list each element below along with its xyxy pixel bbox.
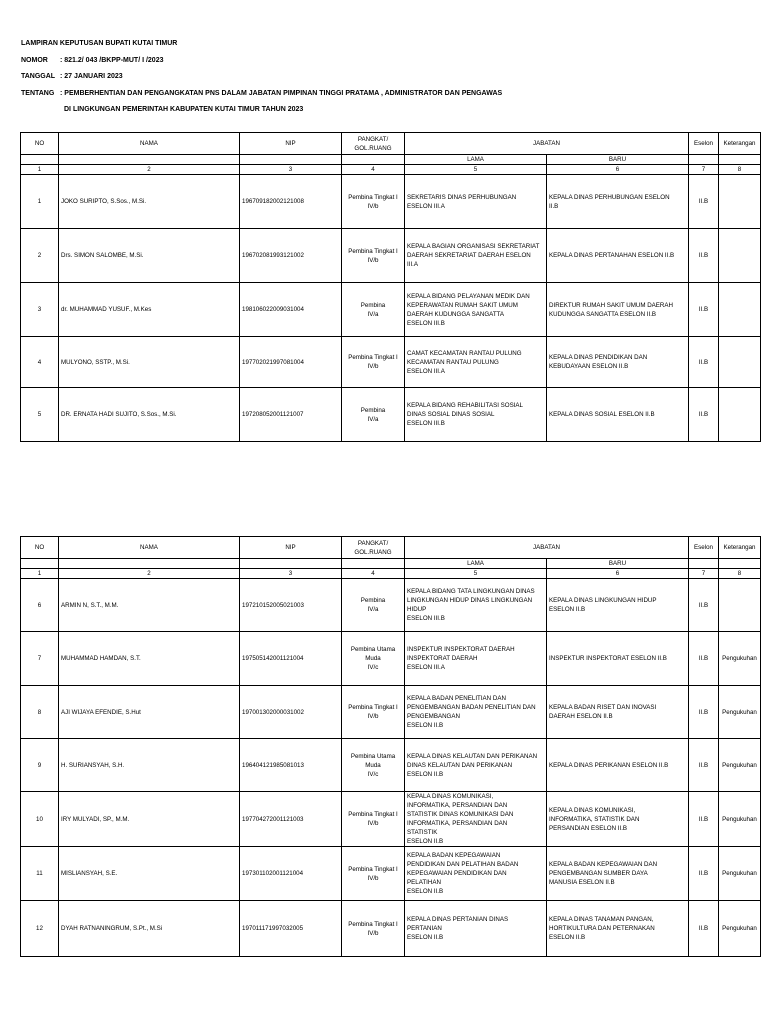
pangkat-line: IV/b (367, 874, 379, 882)
jabatan-lama-line: HIDUP (407, 606, 427, 613)
row-no: 3 (21, 283, 59, 337)
jabatan-baru-line: KEPALA DINAS SOSIAL ESELON II.B (549, 411, 655, 418)
col-eselon-header: Eselon (689, 133, 719, 155)
column-index-cell: 4 (342, 569, 405, 579)
column-index-cell: 8 (719, 569, 761, 579)
row-nama: DR. ERNATA HADI SUJITO, S.Sos., M.Si. (59, 388, 240, 442)
jabatan-lama-line: ESELON III.A (407, 367, 445, 375)
row-nip: 197001302000031002 (240, 686, 342, 739)
pangkat-line: IV/b (367, 929, 379, 937)
pangkat-header-line: GOL.RUANG (354, 548, 392, 556)
row-jabatan-lama (405, 792, 547, 847)
jabatan-lama-line: ESELON III.B (407, 615, 445, 622)
header-subrow (21, 559, 761, 569)
header-row (21, 537, 761, 559)
row-pangkat (342, 847, 405, 901)
row-jabatan-lama (405, 337, 547, 388)
jabatan-lama-line: PELATIHAN (407, 879, 441, 886)
empty-header-cell (21, 559, 59, 569)
jabatan-lama-line: KEPEGAWAIAN PENDIDIKAN DAN (407, 870, 507, 877)
tentang-label: TENTANG (21, 89, 55, 97)
col-nama-header: NAMA (59, 133, 240, 155)
col-eselon-header: Eselon (689, 537, 719, 559)
jabatan-lama-line: ESELON II.B (407, 722, 444, 729)
col-keterangan-header: Keterangan (719, 133, 761, 155)
column-index-cell: 7 (689, 165, 719, 175)
col-nip-header: NIP (240, 537, 342, 559)
row-eselon: II.B (689, 632, 719, 686)
col-pangkat-header (342, 133, 405, 155)
header-row (21, 133, 761, 155)
pangkat-line: Pembina (360, 301, 386, 309)
column-index-cell: 7 (689, 569, 719, 579)
row-nama: JOKO SURIPTO, S.Sos., M.Si. (59, 175, 240, 229)
tanggal-label: TANGGAL (21, 73, 56, 80)
row-jabatan-lama (405, 901, 547, 957)
row-nama: IRY MULYADI, SP., M.M. (59, 792, 240, 847)
row-keterangan: Pengukuhan (719, 739, 761, 792)
row-jabatan-baru (547, 283, 689, 337)
column-index-cell: 3 (240, 165, 342, 175)
jabatan-lama-line: PENGEMBANGAN (407, 713, 460, 720)
appointment-table-1 (20, 132, 761, 442)
pangkat-line: Pembina Tingkat I (348, 865, 398, 873)
row-jabatan-lama (405, 632, 547, 686)
row-jabatan-lama (405, 229, 547, 283)
jabatan-baru-line: INFORMATIKA, STATISTIK DAN (549, 815, 640, 823)
jabatan-lama-line: ESELON III.A (407, 664, 445, 671)
row-nip: 196709182002121008 (240, 175, 342, 229)
empty-header-cell (689, 155, 719, 165)
row-nip: 196702081993121002 (240, 229, 342, 283)
jabatan-lama-line: INFORMATIKA, PERSANDIAN DAN (407, 820, 508, 827)
table-row (21, 229, 761, 283)
jabatan-baru-line: KEPALA DINAS PENDIDIKAN DAN (549, 354, 648, 361)
pangkat-line: IV/c (367, 664, 379, 671)
pangkat-line: Pembina (360, 597, 386, 604)
jabatan-baru-line: KEPALA DINAS PERHUBUNGAN ESELON (549, 193, 670, 201)
row-pangkat (342, 229, 405, 283)
row-pangkat (342, 686, 405, 739)
jabatan-lama-line: PENGEMBANGAN BADAN PENELITIAN DAN (407, 704, 536, 711)
row-no: 11 (21, 847, 59, 901)
row-pangkat (342, 739, 405, 792)
jabatan-lama-line: DAERAH SEKRETARIAT DAERAH ESELON (407, 252, 531, 259)
column-index-cell: 2 (59, 165, 240, 175)
pangkat-line: IV/b (367, 363, 379, 370)
tanggal-value: : 27 JANUARI 2023 (60, 73, 123, 80)
empty-header-cell (21, 155, 59, 165)
column-index-cell: 1 (21, 569, 59, 579)
empty-header-cell (719, 155, 761, 165)
row-eselon: II.B (689, 229, 719, 283)
column-index-cell: 6 (547, 569, 689, 579)
row-nama: ARMIN N, S.T., M.M. (59, 579, 240, 632)
pangkat-line: IV/b (367, 820, 379, 827)
row-jabatan-baru (547, 632, 689, 686)
row-eselon: II.B (689, 579, 719, 632)
jabatan-lama-line: KEPALA DINAS KELAUTAN DAN PERIKANAN (407, 752, 538, 760)
jabatan-baru-line: KEPALA DINAS KOMUNIKASI, (549, 806, 636, 814)
column-index-cell: 3 (240, 569, 342, 579)
jabatan-lama-line: KEPALA BAGIAN ORGANISASI SEKRETARIAT (407, 243, 540, 250)
row-pangkat (342, 632, 405, 686)
empty-header-cell (689, 559, 719, 569)
jabatan-lama-line: CAMAT KECAMATAN RANTAU PULUNG (407, 349, 522, 357)
row-eselon: II.B (689, 792, 719, 847)
table-row (21, 792, 761, 847)
row-nama: DYAH RATNANINGRUM, S.Pt., M.Si (59, 901, 240, 957)
row-jabatan-baru (547, 792, 689, 847)
jabatan-lama-line: ESELON III.B (407, 420, 445, 427)
column-index-cell: 8 (719, 165, 761, 175)
row-eselon: II.B (689, 739, 719, 792)
jabatan-lama-line: KEPALA BADAN KEPEGAWAIAN (407, 852, 501, 859)
jabatan-lama-line: KEPALA BIDANG REHABILITASI SOSIAL (407, 402, 523, 409)
row-eselon: II.B (689, 337, 719, 388)
table-row (21, 388, 761, 442)
col-lama-header: LAMA (405, 559, 547, 569)
table-row (21, 739, 761, 792)
pangkat-line: Pembina Tingkat I (348, 704, 398, 711)
jabatan-lama-line: STATISTIK DINAS KOMUNIKASI DAN (407, 811, 514, 818)
row-nip: 196404121985081013 (240, 739, 342, 792)
row-nama: Drs. SIMON SALOMBE, M.Si. (59, 229, 240, 283)
row-keterangan: Pengukuhan (719, 686, 761, 739)
row-nama: MULYONO, SSTP., M.Si. (59, 337, 240, 388)
col-nama-header: NAMA (59, 537, 240, 559)
jabatan-baru-line: KEBUDAYAAN ESELON II.B (549, 363, 629, 370)
row-no: 7 (21, 632, 59, 686)
pangkat-header-line: GOL.RUANG (354, 144, 392, 152)
empty-header-cell (342, 559, 405, 569)
row-pangkat (342, 283, 405, 337)
row-eselon: II.B (689, 175, 719, 229)
jabatan-lama-line: SEKRETARIS DINAS PERHUBUNGAN (407, 193, 517, 201)
jabatan-baru-line: KUDUNGGA SANGATTA ESELON II.B (549, 310, 657, 318)
row-no: 12 (21, 901, 59, 957)
row-jabatan-lama (405, 686, 547, 739)
row-keterangan (719, 175, 761, 229)
column-index-cell: 5 (405, 569, 547, 579)
row-no: 4 (21, 337, 59, 388)
row-pangkat (342, 792, 405, 847)
jabatan-lama-line: KEPALA DINAS KOMUNIKASI, (407, 793, 494, 800)
jabatan-baru-line: DAERAH ESELON II.B (549, 713, 613, 720)
row-no: 8 (21, 686, 59, 739)
col-baru-header: BARU (547, 559, 689, 569)
row-pangkat (342, 388, 405, 442)
column-index-row (21, 569, 761, 579)
row-eselon: II.B (689, 686, 719, 739)
empty-header-cell (719, 559, 761, 569)
row-jabatan-baru (547, 901, 689, 957)
jabatan-baru-line: KEPALA BADAN KEPEGAWAIAN DAN (549, 861, 658, 868)
pangkat-line: Muda (365, 655, 381, 662)
jabatan-lama-line: INSPEKTORAT DAERAH (407, 655, 478, 662)
col-no-header: NO (21, 537, 59, 559)
table-row (21, 283, 761, 337)
row-jabatan-lama (405, 847, 547, 901)
row-nip: 197301102001121004 (240, 847, 342, 901)
row-nip: 197208052001121007 (240, 388, 342, 442)
pangkat-header-line: PANGKAT/ (357, 539, 389, 547)
row-no: 6 (21, 579, 59, 632)
row-nama: H. SURIANSYAH, S.H. (59, 739, 240, 792)
lampiran-title: LAMPIRAN KEPUTUSAN BUPATI KUTAI TIMUR (21, 40, 178, 47)
jabatan-baru-line: KEPALA DINAS TANAMAN PANGAN, (549, 916, 654, 923)
column-index-cell: 4 (342, 165, 405, 175)
jabatan-baru-line: KEPALA DINAS PERTANAHAN ESELON II.B (549, 252, 675, 259)
jabatan-lama-line: ESELON II.B (407, 888, 444, 895)
row-nama: MUHAMMAD HAMDAN, S.T. (59, 632, 240, 686)
column-index-row (21, 165, 761, 175)
row-no: 10 (21, 792, 59, 847)
row-keterangan: Pengukuhan (719, 632, 761, 686)
jabatan-baru-line: PERSANDIAN ESELON II.B (549, 824, 628, 832)
col-lama-header: LAMA (405, 155, 547, 165)
pangkat-line: Pembina (360, 406, 386, 414)
jabatan-lama-line: ESELON II.B (407, 770, 444, 778)
jabatan-lama-line: INSPEKTUR INSPEKTORAT DAERAH (407, 646, 515, 653)
row-keterangan (719, 388, 761, 442)
pangkat-line: IV/b (367, 713, 379, 720)
row-jabatan-lama (405, 283, 547, 337)
pangkat-header-line: PANGKAT/ (357, 135, 389, 143)
jabatan-lama-line: KEPALA DINAS PERTANIAN DINAS (407, 916, 509, 923)
col-jabatan-header: JABATAN (405, 537, 689, 559)
jabatan-baru-line: MANUSIA ESELON II.B (549, 879, 615, 886)
pangkat-line: Pembina Tingkat I (348, 247, 398, 255)
col-baru-header: BARU (547, 155, 689, 165)
row-pangkat (342, 175, 405, 229)
table-row (21, 632, 761, 686)
jabatan-lama-line: ESELON III.B (407, 319, 445, 327)
pangkat-line: Pembina Tingkat I (348, 920, 398, 928)
pangkat-line: Pembina Tingkat I (348, 354, 398, 361)
row-nip: 198106022009031004 (240, 283, 342, 337)
nomor-label: NOMOR (21, 56, 48, 64)
row-pangkat (342, 337, 405, 388)
row-keterangan (719, 337, 761, 388)
empty-header-cell (59, 559, 240, 569)
pangkat-line: IV/a (367, 606, 379, 613)
jabatan-lama-line: ESELON III.A (407, 202, 445, 210)
row-jabatan-lama (405, 739, 547, 792)
pangkat-line: IV/a (367, 310, 379, 318)
row-pangkat (342, 901, 405, 957)
jabatan-lama-line: KEPALA BIDANG PELAYANAN MEDIK DAN (407, 292, 530, 300)
row-jabatan-baru (547, 388, 689, 442)
row-no: 2 (21, 229, 59, 283)
row-jabatan-baru (547, 739, 689, 792)
row-eselon: II.B (689, 847, 719, 901)
row-nip: 197011171997032005 (240, 901, 342, 957)
jabatan-lama-line: III.A (407, 261, 419, 268)
row-eselon: II.B (689, 388, 719, 442)
jabatan-baru-line: KEPALA DINAS PERIKANAN ESELON II.B (549, 761, 669, 769)
pangkat-line: IV/b (367, 256, 379, 264)
jabatan-baru-line: INSPEKTUR INSPEKTORAT ESELON II.B (549, 655, 667, 662)
document-header (21, 36, 502, 119)
pangkat-line: Muda (365, 761, 381, 769)
empty-header-cell (240, 155, 342, 165)
row-jabatan-baru (547, 579, 689, 632)
row-nip: 197210152005021003 (240, 579, 342, 632)
row-nip: 197702021997081004 (240, 337, 342, 388)
row-nip: 197704272001121003 (240, 792, 342, 847)
row-jabatan-baru (547, 229, 689, 283)
jabatan-lama-line: INFORMATIKA, PERSANDIAN DAN (407, 802, 508, 809)
row-keterangan (719, 283, 761, 337)
jabatan-lama-line: LINGKUNGAN HIDUP DINAS LINGKUNGAN (407, 597, 533, 604)
row-nip: 197505142001121004 (240, 632, 342, 686)
empty-header-cell (59, 155, 240, 165)
row-jabatan-lama (405, 579, 547, 632)
table-row (21, 337, 761, 388)
row-jabatan-baru (547, 175, 689, 229)
jabatan-lama-line: DAERAH KUDUNGGA SANGATTA (407, 310, 505, 318)
row-keterangan: Pengukuhan (719, 792, 761, 847)
row-no: 5 (21, 388, 59, 442)
pangkat-line: Pembina Utama (350, 752, 396, 760)
row-keterangan: Pengukuhan (719, 847, 761, 901)
table-row (21, 901, 761, 957)
jabatan-lama-line: ESELON II.B (407, 934, 444, 941)
pangkat-line: Pembina Utama (350, 646, 396, 653)
jabatan-lama-line: PENDIDIKAN DAN PELATIHAN BADAN (407, 861, 519, 868)
table-row (21, 175, 761, 229)
row-no: 9 (21, 739, 59, 792)
col-jabatan-header: JABATAN (405, 133, 689, 155)
jabatan-lama-line: DINAS KELAUTAN DAN PERIKANAN (407, 761, 513, 769)
column-index-cell: 5 (405, 165, 547, 175)
table-row (21, 847, 761, 901)
row-jabatan-lama (405, 388, 547, 442)
tentang-value: : PEMBERHENTIAN DAN PENGANGKATAN PNS DALAM JABATAN PIMPINAN TINGGI PRATAMA , ADMINISTRATOR DAN PENGAWAS (60, 89, 503, 97)
empty-header-cell (342, 155, 405, 165)
row-nama: AJI WIJAYA EFENDIE, S.Hut (59, 686, 240, 739)
pangkat-line: IV/b (367, 202, 379, 210)
jabatan-baru-line: KEPALA BADAN RISET DAN INOVASI (549, 704, 657, 711)
row-jabatan-baru (547, 847, 689, 901)
jabatan-baru-line: DIREKTUR RUMAH SAKIT UMUM DAERAH (549, 301, 673, 309)
pangkat-line: IV/a (367, 415, 379, 423)
row-keterangan (719, 229, 761, 283)
header-subrow (21, 155, 761, 165)
jabatan-lama-line: ESELON II.B (407, 838, 444, 845)
nomor-value: : 821.2/ 043 /BKPP-MUT/ I /2023 (60, 56, 164, 64)
row-nama: dr. MUHAMMAD YUSUF., M.Kes (59, 283, 240, 337)
row-pangkat (342, 579, 405, 632)
pangkat-line: Pembina Tingkat I (348, 811, 398, 818)
appointment-table-2 (20, 536, 761, 957)
column-index-cell: 2 (59, 569, 240, 579)
col-nip-header: NIP (240, 133, 342, 155)
row-keterangan: Pengukuhan (719, 901, 761, 957)
jabatan-baru-line: ESELON II.B (549, 606, 586, 613)
col-pangkat-header (342, 537, 405, 559)
row-jabatan-baru (547, 337, 689, 388)
jabatan-baru-line: KEPALA DINAS LINGKUNGAN HIDUP (549, 597, 657, 604)
row-jabatan-lama (405, 175, 547, 229)
col-no-header: NO (21, 133, 59, 155)
row-keterangan (719, 579, 761, 632)
row-eselon: II.B (689, 901, 719, 957)
jabatan-baru-line: PENGEMBANGAN SUMBER DAYA (549, 870, 648, 877)
row-jabatan-baru (547, 686, 689, 739)
row-no: 1 (21, 175, 59, 229)
table-row (21, 579, 761, 632)
table-row (21, 686, 761, 739)
tentang-value-continued: DI LINGKUNGAN PEMERINTAH KABUPATEN KUTAI TIMUR TAHUN 2023 (64, 106, 304, 113)
jabatan-baru-line: ESELON II.B (549, 934, 586, 941)
jabatan-lama-line: KECAMATAN RANTAU PULUNG (407, 358, 499, 366)
jabatan-baru-line: II.B (549, 202, 559, 210)
col-keterangan-header: Keterangan (719, 537, 761, 559)
pangkat-line: IV/c (367, 770, 379, 778)
row-nama: MISLIANSYAH, S.E. (59, 847, 240, 901)
jabatan-lama-line: PERTANIAN (407, 925, 442, 932)
jabatan-lama-line: KEPALA BADAN PENELITIAN DAN (407, 695, 506, 702)
empty-header-cell (240, 559, 342, 569)
jabatan-lama-line: KEPERAWATAN RUMAH SAKIT UMUM (407, 301, 518, 309)
row-eselon: II.B (689, 283, 719, 337)
pangkat-line: Pembina Tingkat I (348, 193, 398, 201)
jabatan-lama-line: KEPALA BIDANG TATA LINGKUNGAN DINAS (407, 588, 535, 595)
jabatan-lama-line: DINAS SOSIAL DINAS SOSIAL (407, 411, 495, 418)
column-index-cell: 1 (21, 165, 59, 175)
jabatan-lama-line: STATISTIK (407, 829, 438, 836)
jabatan-baru-line: HORTIKULTURA DAN PETERNAKAN (549, 925, 655, 932)
column-index-cell: 6 (547, 165, 689, 175)
